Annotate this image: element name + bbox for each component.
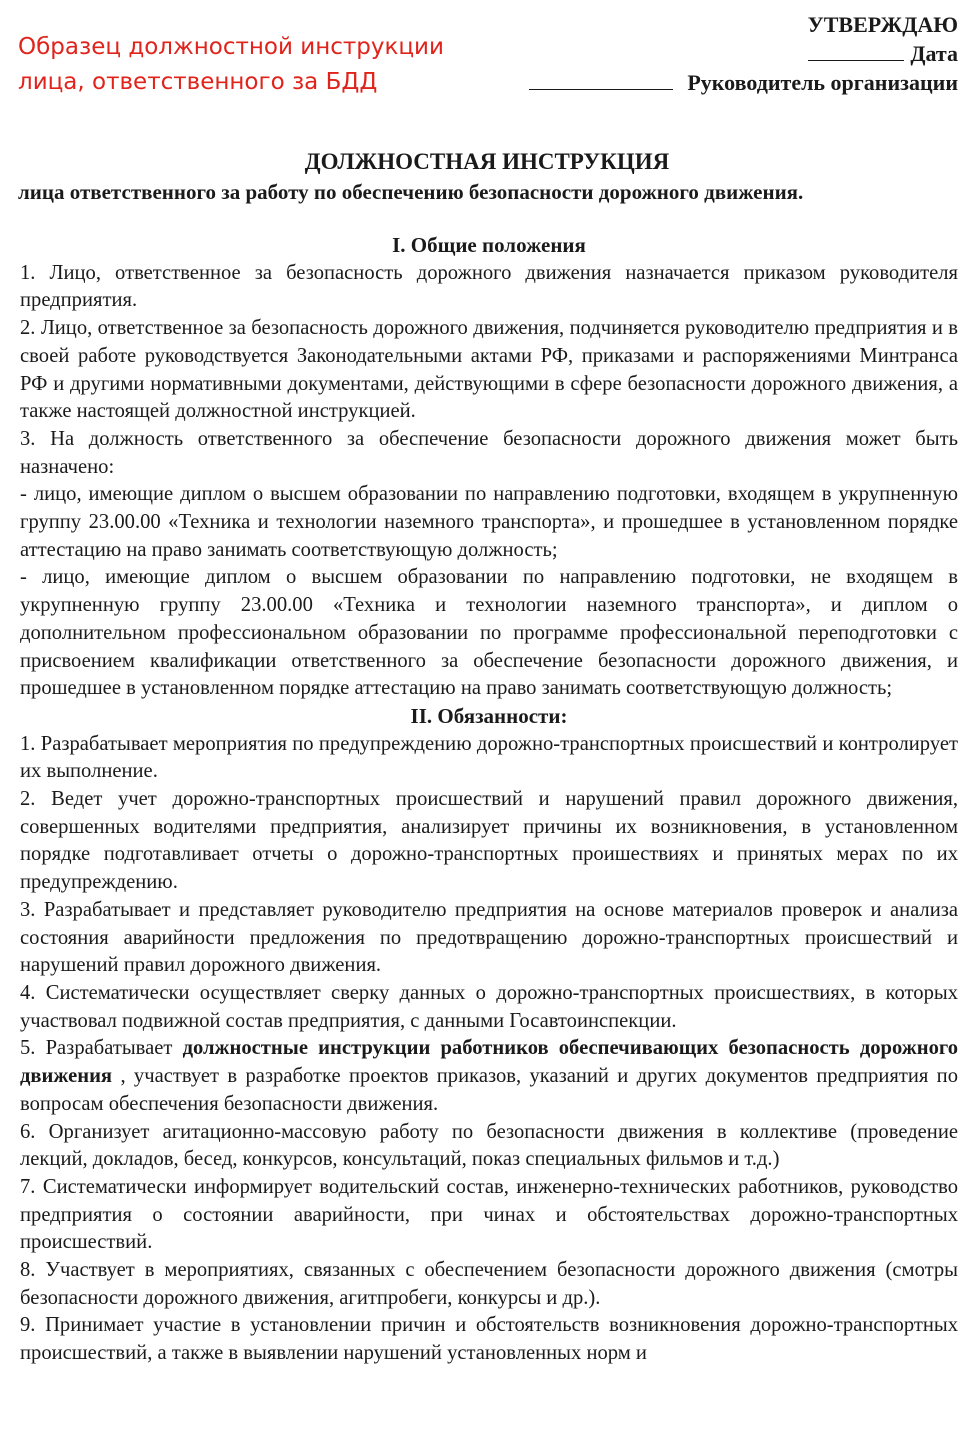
- general-paragraph: - лицо, имеющие диплом о высшем образовании по направлению подготовки, не входящем в укрупненную группу 23.00.00 «Техника и технологии наземного транспорта», и диплом о дополнительном профессиональном образовании по программе профессиональной переподготовки с присвоением квалификации ответственного за обеспечение безопасности дорожного движения, и прошедшее в установленном порядке аттестацию на право занимать соответствующую должность;: [20, 566, 958, 700]
- duty-paragraph: 8. Участвует в мероприятиях, связанных с обеспечением безопасности дорожного движения (смотры безопасности дорожного движения, агитпробеги, конкурсы и др.).: [20, 1259, 958, 1309]
- job-instructions-link-text: должностные инструкции работников обеспечивающих безопасность дорожного движения: [20, 1037, 958, 1088]
- duty-5-prefix: 5. Разрабатывает: [20, 1037, 183, 1060]
- document-title: ДОЛЖНОСТНАЯ ИНСТРУКЦИЯ: [304, 149, 670, 174]
- duty-paragraph: 1. Разрабатывает мероприятия по предупреждению дорожно-транспортных происшествий и контролирует их выполнение.: [20, 732, 958, 783]
- duty-paragraph: 9. Принимает участие в установлении причин и обстоятельств возникновения дорожно-транспортных происшествий, а также в выявлении нарушений установленных норм и: [20, 1314, 958, 1365]
- general-paragraph: 2. Лицо, ответственное за безопасность дорожного движения, подчиняется руководителю предприятия и в своей работе руководствуется Законодательными актами РФ, приказами и распоряжениями Минтранса РФ и другими нормативными документами, действующими в сфере безопасности дорожного движения, а также настоящей должностной инструкцией.: [20, 317, 958, 423]
- duty-paragraph: 2. Ведет учет дорожно-транспортных происшествий и нарушений правил дорожного движения, совершенных водителями предприятия, анализирует причины их возникновения, в установленном порядке подготавливает отчеты о дорожно-транспортных проишествиях и принятых мерах по их предупреждению.: [20, 788, 958, 894]
- duty-paragraph: 3. Разрабатывает и представляет руководителю предприятия на основе материалов проверок и анализа состояния аварийности предложения по предотвращению дорожно-транспортных происшествий и нарушений правил дорожного движения.: [20, 898, 958, 977]
- duty-paragraph: [20, 1035, 958, 1118]
- document-body: [20, 232, 958, 1368]
- date-signature-line: [808, 40, 904, 61]
- approve-heading: УТВЕРЖДАЮ: [807, 12, 958, 37]
- section-general-title: I. Общие положения: [392, 233, 586, 257]
- sample-caption: Образец должностной инструкции лица, ответственного за БДД: [18, 34, 444, 95]
- duty-paragraph: 6. Организует агитационно-массовую работу по безопасности движения в коллективе (проведение лекций, докладов, бесед, конкурсов, консультаций, показ специальных фильмов и т.д.): [20, 1120, 958, 1171]
- head-label: Руководитель организации: [687, 70, 958, 95]
- duty-5-suffix: , участвует в разработке проектов приказов, указаний и других документов предприятия по вопросам обеспечения безопасности движения.: [20, 1065, 958, 1115]
- section-duties-title: II. Обязанности:: [410, 703, 568, 728]
- duty-paragraph: 4. Систематически осуществляет сверку данных о дорожно-транспортных происшествиях, в которых участвовал подвижной состав предприятия, с данными Госавтоинспекции.: [20, 981, 958, 1032]
- general-paragraph: 1. Лицо, ответственное за безопасность дорожного движения назначается приказом руководителя предприятия.: [20, 261, 958, 312]
- general-paragraph: 3. На должность ответственного за обеспечение безопасности дорожного движения может быть назначено:: [20, 427, 958, 478]
- approval-block: [529, 10, 958, 97]
- duty-paragraph: 7. Систематически информирует водительский состав, инженерно-технических работников, руководство предприятия о состоянии аварийности, при чинах и обстоятельствах дорожно-транспортных происшествий.: [20, 1175, 958, 1254]
- date-row: [529, 39, 958, 68]
- date-label: Дата: [910, 41, 958, 66]
- document-subtitle: лица ответственного за работу по обеспечению безопасности дорожного движения.: [18, 180, 804, 204]
- head-row: [529, 68, 958, 97]
- head-signature-line: [529, 69, 673, 90]
- general-paragraph: - лицо, имеющие диплом о высшем образовании по направлению подготовки, входящем в укрупненную группу 23.00.00 «Техника и технологии наземного транспорта», и прошедшее в установленном порядке аттестацию на право занимать соответствующую должность;: [20, 483, 958, 561]
